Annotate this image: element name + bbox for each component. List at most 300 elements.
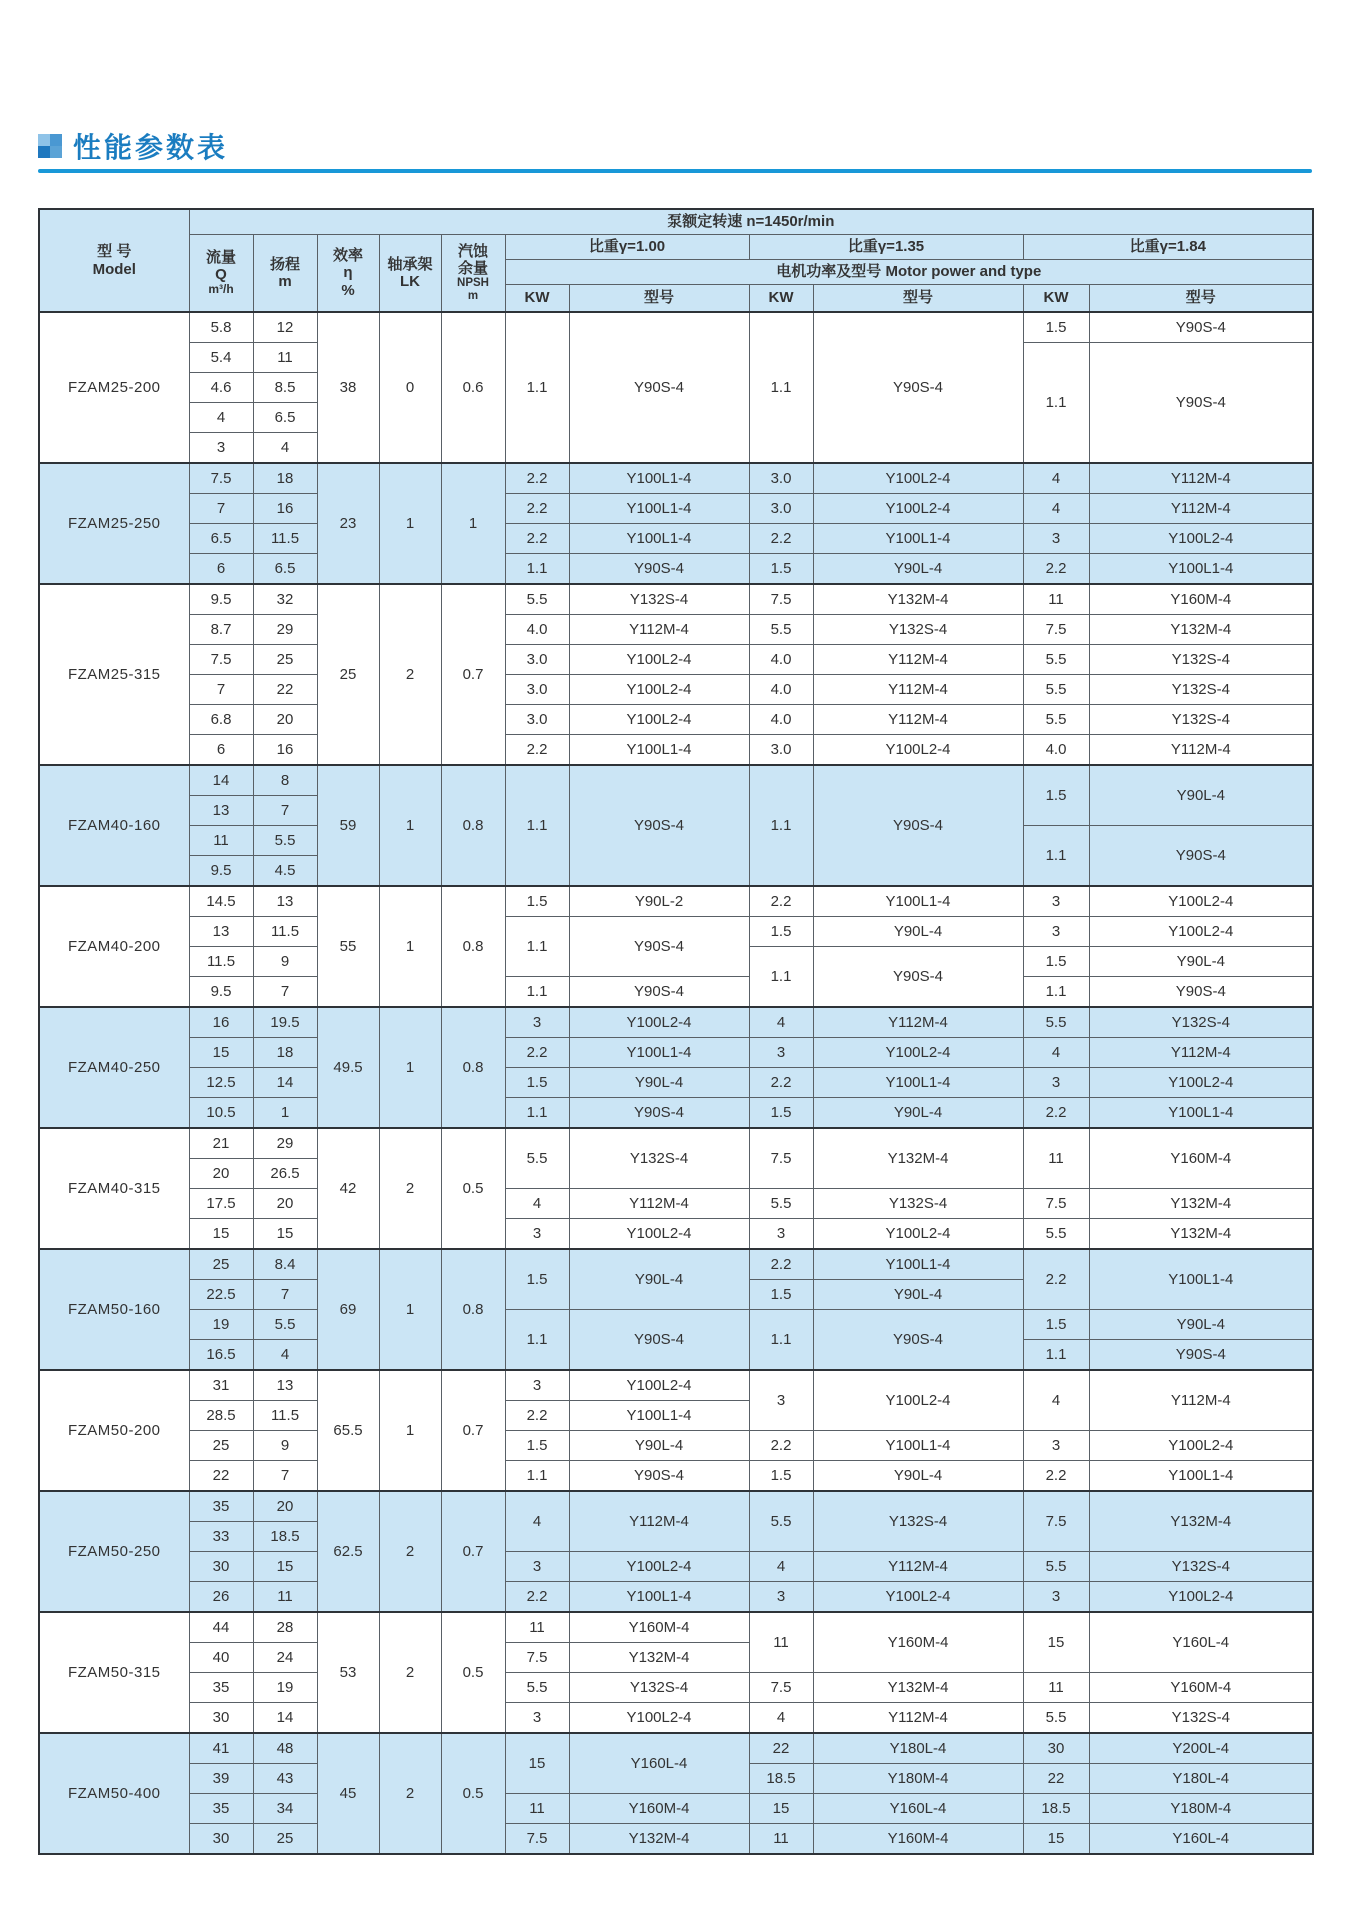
motor-type-cell: Y132S-4 (1089, 1007, 1313, 1038)
head-cell: 16 (253, 494, 317, 524)
eff-cell: 49.5 (317, 1007, 379, 1128)
head-cell: 11.5 (253, 917, 317, 947)
flow-cell: 6 (189, 735, 253, 766)
model-label-cn: 型 号 (97, 243, 132, 261)
header-motor-power: 电机功率及型号 Motor power and type (505, 260, 1313, 285)
kw-cell: 4.0 (1023, 735, 1089, 766)
npsh-cell: 0.7 (441, 584, 505, 765)
kw-cell: 3 (505, 1007, 569, 1038)
flow-cell: 31 (189, 1370, 253, 1401)
kw-cell: 2.2 (505, 494, 569, 524)
motor-type-cell: Y180M-4 (813, 1764, 1023, 1794)
kw-cell: 2.2 (749, 1431, 813, 1461)
motor-type-cell: Y100L1-4 (569, 1038, 749, 1068)
flow-cell: 15 (189, 1219, 253, 1250)
motor-type-cell: Y160M-4 (813, 1612, 1023, 1673)
kw-cell: 1.5 (505, 1249, 569, 1310)
head-cell: 5.5 (253, 826, 317, 856)
flow-cell: 40 (189, 1643, 253, 1673)
motor-type-cell: Y160M-4 (1089, 584, 1313, 615)
kw-cell: 2.2 (749, 1068, 813, 1098)
motor-type-cell: Y100L2-4 (1089, 1068, 1313, 1098)
kw-cell: 3 (1023, 886, 1089, 917)
table-row (39, 584, 1313, 615)
kw-cell: 1.5 (505, 1431, 569, 1461)
eff-cell: 59 (317, 765, 379, 886)
lk-cell: 2 (379, 584, 441, 765)
kw-cell: 1.1 (749, 312, 813, 463)
motor-type-cell: Y90L-4 (569, 1068, 749, 1098)
kw-cell: 7.5 (505, 1643, 569, 1673)
motor-type-cell: Y112M-4 (813, 1552, 1023, 1582)
kw-cell: 3 (1023, 1431, 1089, 1461)
motor-type-cell: Y100L1-4 (813, 886, 1023, 917)
model-cell: FZAM40-250 (39, 1007, 189, 1128)
flow-cell: 4 (189, 403, 253, 433)
motor-type-cell: Y132S-4 (1089, 705, 1313, 735)
motor-type-cell: Y160L-4 (569, 1733, 749, 1794)
motor-type-cell: Y100L1-4 (1089, 1098, 1313, 1129)
head-cell: 14 (253, 1068, 317, 1098)
kw-cell: 11 (1023, 584, 1089, 615)
motor-type-cell: Y180L-4 (1089, 1764, 1313, 1794)
motor-type-cell: Y132S-4 (1089, 645, 1313, 675)
flow-cell: 22 (189, 1461, 253, 1492)
head-cell: 20 (253, 1189, 317, 1219)
kw-cell: 1.1 (505, 1310, 569, 1371)
lk-cell: 1 (379, 886, 441, 1007)
header-gravity-135: 比重γ=1.35 (749, 235, 1023, 260)
flow-cell: 35 (189, 1794, 253, 1824)
motor-type-cell: Y200L-4 (1089, 1733, 1313, 1764)
kw-cell: 3 (749, 1038, 813, 1068)
table-row (39, 463, 1313, 494)
kw-cell: 3 (1023, 1068, 1089, 1098)
npsh-cell: 0.7 (441, 1370, 505, 1491)
motor-type-cell: Y90S-4 (813, 1310, 1023, 1371)
table-row (39, 1370, 1313, 1401)
kw-cell: 1.1 (1023, 1340, 1089, 1371)
kw-cell: 3.0 (505, 705, 569, 735)
eff-cell: 65.5 (317, 1370, 379, 1491)
kw-cell: 4.0 (749, 675, 813, 705)
flow-cell: 30 (189, 1703, 253, 1734)
motor-type-cell: Y132S-4 (569, 584, 749, 615)
kw-cell: 2.2 (505, 463, 569, 494)
flow-cell: 26 (189, 1582, 253, 1613)
lk-cell: 2 (379, 1128, 441, 1249)
kw-cell: 5.5 (1023, 1219, 1089, 1250)
table-row (39, 1491, 1313, 1522)
section-title-row (38, 126, 228, 166)
kw-cell: 3 (505, 1219, 569, 1250)
motor-type-cell: Y112M-4 (569, 1491, 749, 1552)
flow-cell: 8.7 (189, 615, 253, 645)
motor-type-cell: Y100L2-4 (1089, 917, 1313, 947)
kw-cell: 3.0 (749, 463, 813, 494)
flow-cell: 15 (189, 1038, 253, 1068)
head-cell: 32 (253, 584, 317, 615)
motor-type-cell: Y112M-4 (813, 645, 1023, 675)
lk-cell: 1 (379, 1249, 441, 1370)
motor-type-cell: Y132S-4 (1089, 1703, 1313, 1734)
npsh-cell: 0.5 (441, 1733, 505, 1854)
motor-type-cell: Y100L1-4 (569, 494, 749, 524)
table-row (39, 1431, 1313, 1461)
motor-type-cell: Y132S-4 (1089, 675, 1313, 705)
motor-type-cell: Y90S-4 (1089, 343, 1313, 464)
flow-cell: 33 (189, 1522, 253, 1552)
kw-cell: 4 (505, 1491, 569, 1552)
flow-cell: 22.5 (189, 1280, 253, 1310)
col-header-kw-100: KW (505, 285, 569, 313)
flow-cell: 14 (189, 765, 253, 796)
kw-cell: 3 (1023, 524, 1089, 554)
motor-type-cell: Y112M-4 (813, 705, 1023, 735)
motor-type-cell: Y100L1-4 (813, 1431, 1023, 1461)
kw-cell: 7.5 (749, 1128, 813, 1189)
kw-cell: 3 (749, 1370, 813, 1431)
eff-cell: 42 (317, 1128, 379, 1249)
motor-type-cell: Y90S-4 (569, 977, 749, 1008)
motor-type-cell: Y132M-4 (1089, 1491, 1313, 1552)
flow-cell: 21 (189, 1128, 253, 1159)
motor-type-cell: Y132M-4 (813, 1128, 1023, 1189)
kw-cell: 11 (505, 1612, 569, 1643)
head-cell: 13 (253, 886, 317, 917)
performance-table (38, 208, 1314, 1855)
table-row (39, 615, 1313, 645)
head-cell: 18.5 (253, 1522, 317, 1552)
flow-cell: 9.5 (189, 856, 253, 887)
head-cell: 8.4 (253, 1249, 317, 1280)
motor-type-cell: Y100L1-4 (569, 1582, 749, 1613)
flow-cell: 5.4 (189, 343, 253, 373)
head-cell: 19 (253, 1673, 317, 1703)
motor-type-cell: Y160M-4 (569, 1612, 749, 1643)
head-cell: 8 (253, 765, 317, 796)
motor-type-cell: Y112M-4 (569, 615, 749, 645)
model-cell: FZAM25-315 (39, 584, 189, 765)
motor-type-cell: Y100L1-4 (569, 735, 749, 766)
motor-type-cell: Y132M-4 (569, 1824, 749, 1855)
kw-cell: 1.1 (505, 1098, 569, 1129)
kw-cell: 1.5 (1023, 1310, 1089, 1340)
motor-type-cell: Y100L2-4 (813, 1219, 1023, 1250)
motor-type-cell: Y100L2-4 (569, 1007, 749, 1038)
motor-type-cell: Y100L1-4 (813, 524, 1023, 554)
table-row (39, 1733, 1313, 1764)
table-row (39, 524, 1313, 554)
flow-cell: 41 (189, 1733, 253, 1764)
section-marker-icon (38, 134, 62, 158)
head-cell: 1 (253, 1098, 317, 1129)
motor-type-cell: Y100L2-4 (813, 1038, 1023, 1068)
motor-type-cell: Y90L-4 (569, 1431, 749, 1461)
motor-type-cell: Y100L2-4 (569, 1370, 749, 1401)
flow-cell: 6 (189, 554, 253, 585)
npsh-cell: 0.8 (441, 1249, 505, 1370)
head-cell: 11.5 (253, 1401, 317, 1431)
kw-cell: 7.5 (1023, 615, 1089, 645)
kw-cell: 1.5 (505, 1068, 569, 1098)
eff-cell: 55 (317, 886, 379, 1007)
motor-type-cell: Y160M-4 (1089, 1128, 1313, 1189)
kw-cell: 15 (1023, 1612, 1089, 1673)
kw-cell: 4.0 (749, 705, 813, 735)
kw-cell: 3 (505, 1703, 569, 1734)
kw-cell: 5.5 (749, 1491, 813, 1552)
head-cell: 29 (253, 615, 317, 645)
table-row (39, 735, 1313, 766)
head-cell: 19.5 (253, 1007, 317, 1038)
motor-type-cell: Y132S-4 (1089, 1552, 1313, 1582)
kw-cell: 15 (505, 1733, 569, 1794)
table-row (39, 1310, 1313, 1340)
kw-cell: 5.5 (505, 1128, 569, 1189)
table-row (39, 1824, 1313, 1855)
lk-cell: 2 (379, 1733, 441, 1854)
kw-cell: 5.5 (1023, 1703, 1089, 1734)
flow-cell: 25 (189, 1249, 253, 1280)
lk-cell: 2 (379, 1612, 441, 1733)
motor-type-cell: Y112M-4 (1089, 735, 1313, 766)
motor-type-cell: Y112M-4 (569, 1189, 749, 1219)
table-row (39, 554, 1313, 585)
kw-cell: 5.5 (749, 1189, 813, 1219)
kw-cell: 30 (1023, 1733, 1089, 1764)
kw-cell: 2.2 (505, 735, 569, 766)
motor-type-cell: Y90S-4 (813, 765, 1023, 886)
flow-cell: 11 (189, 826, 253, 856)
kw-cell: 1.1 (749, 765, 813, 886)
kw-cell: 1.5 (749, 554, 813, 585)
table-row (39, 1552, 1313, 1582)
flow-cell: 13 (189, 917, 253, 947)
flow-cell: 14.5 (189, 886, 253, 917)
head-cell: 25 (253, 1824, 317, 1855)
head-cell: 9 (253, 1431, 317, 1461)
kw-cell: 5.5 (505, 1673, 569, 1703)
kw-cell: 1.1 (749, 1310, 813, 1371)
motor-type-cell: Y100L2-4 (1089, 1431, 1313, 1461)
table-row (39, 494, 1313, 524)
motor-type-cell: Y100L1-4 (1089, 1249, 1313, 1310)
table-row (39, 1007, 1313, 1038)
kw-cell: 1.1 (505, 917, 569, 977)
head-cell: 24 (253, 1643, 317, 1673)
motor-type-cell: Y100L1-4 (569, 524, 749, 554)
table-row (39, 1219, 1313, 1250)
model-cell: FZAM50-200 (39, 1370, 189, 1491)
motor-type-cell: Y90L-4 (1089, 765, 1313, 826)
npsh-cell: 0.5 (441, 1612, 505, 1733)
model-cell: FZAM40-200 (39, 886, 189, 1007)
motor-type-cell: Y112M-4 (1089, 1370, 1313, 1431)
kw-cell: 2.2 (505, 1038, 569, 1068)
kw-cell: 7.5 (1023, 1189, 1089, 1219)
motor-type-cell: Y132M-4 (1089, 1189, 1313, 1219)
head-cell: 7 (253, 1280, 317, 1310)
motor-type-cell: Y180L-4 (813, 1733, 1023, 1764)
kw-cell: 11 (1023, 1128, 1089, 1189)
kw-cell: 1.1 (1023, 826, 1089, 887)
head-cell: 6.5 (253, 403, 317, 433)
npsh-cell: 0.5 (441, 1128, 505, 1249)
kw-cell: 11 (749, 1612, 813, 1673)
kw-cell: 3.0 (505, 675, 569, 705)
kw-cell: 1.1 (505, 977, 569, 1008)
table-row (39, 645, 1313, 675)
motor-type-cell: Y132S-4 (569, 1128, 749, 1189)
motor-type-cell: Y100L2-4 (569, 675, 749, 705)
head-cell: 7 (253, 796, 317, 826)
head-cell: 14 (253, 1703, 317, 1734)
motor-type-cell: Y90S-4 (569, 1098, 749, 1129)
head-cell: 8.5 (253, 373, 317, 403)
table-row (39, 765, 1313, 796)
flow-cell: 44 (189, 1612, 253, 1643)
motor-type-cell: Y132M-4 (1089, 615, 1313, 645)
kw-cell: 3.0 (749, 494, 813, 524)
kw-cell: 1.5 (1023, 312, 1089, 343)
title-underline (38, 169, 1312, 173)
kw-cell: 1.1 (505, 765, 569, 886)
kw-cell: 1.1 (505, 312, 569, 463)
kw-cell: 7.5 (749, 1673, 813, 1703)
motor-type-cell: Y90S-4 (569, 765, 749, 886)
kw-cell: 3 (749, 1582, 813, 1613)
table-row (39, 1703, 1313, 1734)
motor-type-cell: Y112M-4 (813, 675, 1023, 705)
motor-type-cell: Y160L-4 (1089, 1824, 1313, 1855)
npsh-cell: 0.8 (441, 765, 505, 886)
table-row (39, 1673, 1313, 1703)
motor-type-cell: Y132S-4 (569, 1673, 749, 1703)
col-header-flow: 流量 Q m³/h (189, 235, 253, 313)
flow-cell: 16 (189, 1007, 253, 1038)
flow-cell: 7.5 (189, 463, 253, 494)
col-header-model (39, 209, 189, 312)
flow-cell: 5.8 (189, 312, 253, 343)
table-row (39, 1128, 1313, 1159)
motor-type-cell: Y100L2-4 (1089, 524, 1313, 554)
eff-cell: 25 (317, 584, 379, 765)
motor-type-cell: Y90S-4 (569, 1310, 749, 1371)
head-cell: 4 (253, 1340, 317, 1371)
kw-cell: 18.5 (1023, 1794, 1089, 1824)
kw-cell: 1.1 (505, 554, 569, 585)
kw-cell: 22 (749, 1733, 813, 1764)
motor-type-cell: Y160L-4 (1089, 1612, 1313, 1673)
table-row (39, 1582, 1313, 1613)
npsh-cell: 1 (441, 463, 505, 584)
motor-type-cell: Y180M-4 (1089, 1794, 1313, 1824)
motor-type-cell: Y112M-4 (813, 1703, 1023, 1734)
col-header-kw-184: KW (1023, 285, 1089, 313)
eff-cell: 45 (317, 1733, 379, 1854)
kw-cell: 2.2 (749, 524, 813, 554)
table-row (39, 675, 1313, 705)
kw-cell: 3.0 (749, 735, 813, 766)
flow-cell: 25 (189, 1431, 253, 1461)
motor-type-cell: Y100L2-4 (569, 1219, 749, 1250)
flow-cell: 30 (189, 1824, 253, 1855)
head-cell: 20 (253, 1491, 317, 1522)
kw-cell: 11 (505, 1794, 569, 1824)
header-rated-speed: 泵额定转速 n=1450r/min (189, 209, 1313, 235)
kw-cell: 15 (1023, 1824, 1089, 1855)
model-label-en: Model (92, 260, 136, 278)
motor-type-cell: Y112M-4 (813, 1007, 1023, 1038)
kw-cell: 2.2 (749, 1249, 813, 1280)
kw-cell: 1.5 (749, 1461, 813, 1492)
motor-type-cell: Y90S-4 (813, 312, 1023, 463)
motor-type-cell: Y100L2-4 (569, 1552, 749, 1582)
model-cell: FZAM50-400 (39, 1733, 189, 1854)
motor-type-cell: Y90L-4 (1089, 1310, 1313, 1340)
flow-cell: 6.8 (189, 705, 253, 735)
head-cell: 26.5 (253, 1159, 317, 1189)
kw-cell: 5.5 (505, 584, 569, 615)
motor-type-cell: Y132S-4 (813, 615, 1023, 645)
npsh-cell: 0.8 (441, 886, 505, 1007)
motor-type-cell: Y90L-4 (813, 1461, 1023, 1492)
lk-cell: 1 (379, 463, 441, 584)
kw-cell: 11 (749, 1824, 813, 1855)
head-cell: 11 (253, 1582, 317, 1613)
kw-cell: 2.2 (1023, 1461, 1089, 1492)
head-cell: 18 (253, 1038, 317, 1068)
motor-type-cell: Y90S-4 (1089, 1340, 1313, 1371)
kw-cell: 1.5 (749, 1280, 813, 1310)
flow-cell: 9.5 (189, 977, 253, 1008)
col-header-type-100: 型号 (569, 285, 749, 313)
motor-type-cell: Y100L2-4 (1089, 1582, 1313, 1613)
head-cell: 6.5 (253, 554, 317, 585)
table-row (39, 1098, 1313, 1129)
kw-cell: 2.2 (505, 1582, 569, 1613)
table-row (39, 886, 1313, 917)
head-cell: 20 (253, 705, 317, 735)
flow-cell: 7.5 (189, 645, 253, 675)
flow-cell: 6.5 (189, 524, 253, 554)
motor-type-cell: Y90S-4 (1089, 826, 1313, 887)
head-cell: 15 (253, 1219, 317, 1250)
kw-cell: 5.5 (749, 615, 813, 645)
kw-cell: 7.5 (505, 1824, 569, 1855)
page-title: 性能参数表 (73, 132, 229, 163)
head-cell: 7 (253, 977, 317, 1008)
flow-cell: 9.5 (189, 584, 253, 615)
flow-cell: 7 (189, 675, 253, 705)
model-cell: FZAM25-200 (39, 312, 189, 463)
motor-type-cell: Y90S-4 (1089, 312, 1313, 343)
header-gravity-100: 比重γ=1.00 (505, 235, 749, 260)
motor-type-cell: Y132S-4 (813, 1189, 1023, 1219)
motor-type-cell: Y90S-4 (569, 917, 749, 977)
table-row (39, 1189, 1313, 1219)
kw-cell: 4 (1023, 1038, 1089, 1068)
motor-type-cell: Y90S-4 (569, 1461, 749, 1492)
kw-cell: 15 (749, 1794, 813, 1824)
kw-cell: 3.0 (505, 645, 569, 675)
motor-type-cell: Y100L2-4 (1089, 886, 1313, 917)
col-header-efficiency: 效率 η % (317, 235, 379, 313)
kw-cell: 18.5 (749, 1764, 813, 1794)
kw-cell: 3 (749, 1219, 813, 1250)
motor-type-cell: Y160L-4 (813, 1794, 1023, 1824)
